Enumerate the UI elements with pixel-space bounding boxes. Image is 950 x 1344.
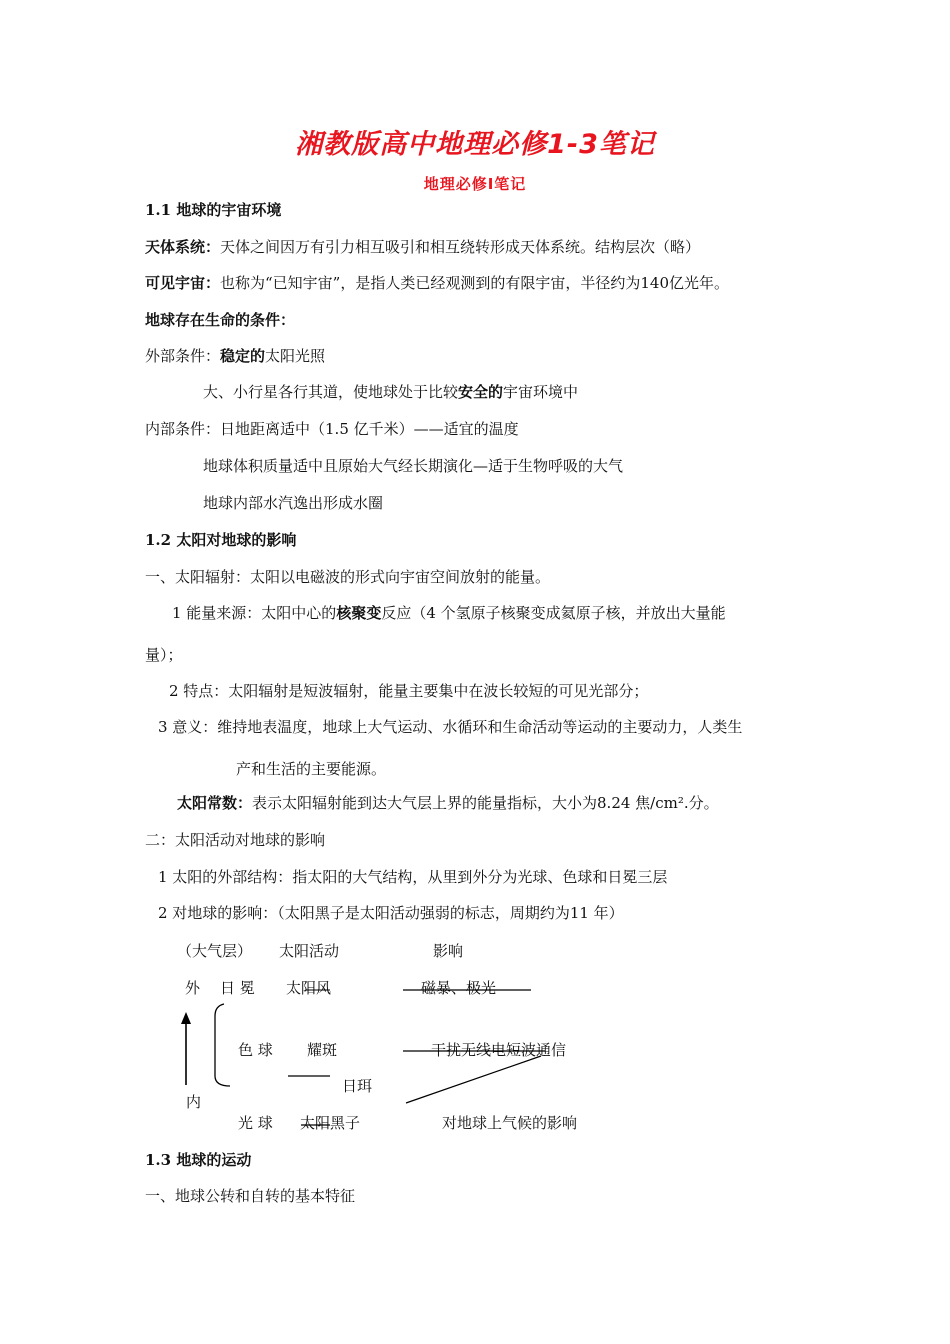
diagram-outer-label: 外 <box>185 979 201 997</box>
external-2-post: 宇宙环境中 <box>503 383 579 401</box>
section-heading-1-3: 1.3 地球的运动 <box>145 1151 252 1169</box>
internal-condition-3: 地球内部水汽逸出形成水圈 <box>203 494 384 512</box>
diagram-col-layer: （大气层） <box>177 942 253 960</box>
diagram-radio-interference: 干扰无线电短波通信 <box>431 1041 567 1059</box>
external-bold: 稳定的 <box>220 347 266 365</box>
diagram-corona: 日 冕 <box>220 979 255 997</box>
solar-constant-definition: 表示太阳辐射能到达大气层上界的能量指标，大小为8.24 焦/cm².分。 <box>252 794 719 812</box>
diagram-aurora: 磁暴、极光 <box>421 979 497 997</box>
term-celestial-system: 天体系统： <box>145 238 221 256</box>
solar-radiation-line: 一、太阳辐射：太阳以电磁波的形式向宇宙空间放射的能量。 <box>145 568 551 586</box>
diagram-inner-label: 内 <box>186 1093 202 1111</box>
energy-source-post: 反应（4 个氢原子核聚变成氦原子核，并放出大量能 <box>381 604 726 622</box>
nuclear-fusion-term: 核聚变 <box>336 604 382 622</box>
up-arrow-head <box>181 1012 191 1024</box>
radiation-significance-continuation: 产和生活的主要能源。 <box>236 760 387 778</box>
definition-celestial-system: 天体之间因万有引力相互吸引和相互绕转形成天体系统。结构层次（略） <box>220 238 701 256</box>
diagram-chromosphere: 色 球 <box>238 1041 273 1059</box>
diagram-flare: 耀斑 <box>307 1041 338 1059</box>
diagram-photosphere: 光 球 <box>238 1114 273 1132</box>
diagram-col-activity: 太阳活动 <box>279 942 340 960</box>
energy-source-continuation: 量）； <box>145 646 183 664</box>
radiation-feature-line: 2 特点：太阳辐射是短波辐射，能量主要集中在波长较短的可见光部分； <box>169 682 649 700</box>
diagram-climate: 对地球上气候的影响 <box>442 1114 578 1132</box>
solar-constant-term: 太阳常数： <box>177 794 253 812</box>
earth-motion-line: 一、地球公转和自转的基本特征 <box>145 1187 356 1205</box>
document-subtitle: 地理必修Ⅰ笔记 <box>423 175 527 193</box>
external-2-bold: 安全的 <box>458 383 504 401</box>
diagram-prominence: 日珥 <box>342 1077 373 1095</box>
spots-to-effect-line <box>406 1056 541 1103</box>
external-2-pre: 大、小行星各行其道，使地球处于比较 <box>203 383 459 401</box>
energy-source-pre: 1 能量来源：太阳中心的 <box>172 604 337 622</box>
section-heading-1-1: 1.1 地球的宇宙环境 <box>145 201 282 219</box>
solar-activity-heading: 二：太阳活动对地球的影响 <box>145 831 326 849</box>
internal-condition-1: 内部条件：日地距离适中（1.5 亿千米）——适宜的温度 <box>145 420 519 438</box>
sun-structure-line: 1 太阳的外部结构：指太阳的大气结构，从里到外分为光球、色球和日冕三层 <box>158 868 668 886</box>
radiation-significance-line: 3 意义：维持地表温度，地球上大气运动、水循环和生命活动等运动的主要动力，人类生 <box>158 718 743 736</box>
external-rest: 太阳光照 <box>265 347 326 365</box>
internal-condition-2: 地球体积质量适中且原始大气经长期演化—适于生物呼吸的大气 <box>203 457 624 475</box>
diagram-sunspots: 太阳黑子 <box>300 1114 361 1132</box>
diagram-solar-wind: 太阳风 <box>286 979 332 997</box>
external-label: 外部条件： <box>145 347 221 365</box>
earth-impact-line: 2 对地球的影响：（太阳黑子是太阳活动强弱的标志，周期约为11 年） <box>158 904 624 922</box>
term-visible-universe: 可见宇宙： <box>145 274 221 292</box>
document-title: 湘教版高中地理必修1-3笔记 <box>295 129 655 160</box>
layer-bracket <box>215 1004 230 1086</box>
diagram-col-effect: 影响 <box>433 942 464 960</box>
life-conditions-heading: 地球存在生命的条件： <box>145 311 296 329</box>
section-heading-1-2: 1.2 太阳对地球的影响 <box>145 531 297 549</box>
definition-visible-universe: 也称为“已知宇宙”，是指人类已经观测到的有限宇宙，半径约为140亿光年。 <box>220 274 729 292</box>
